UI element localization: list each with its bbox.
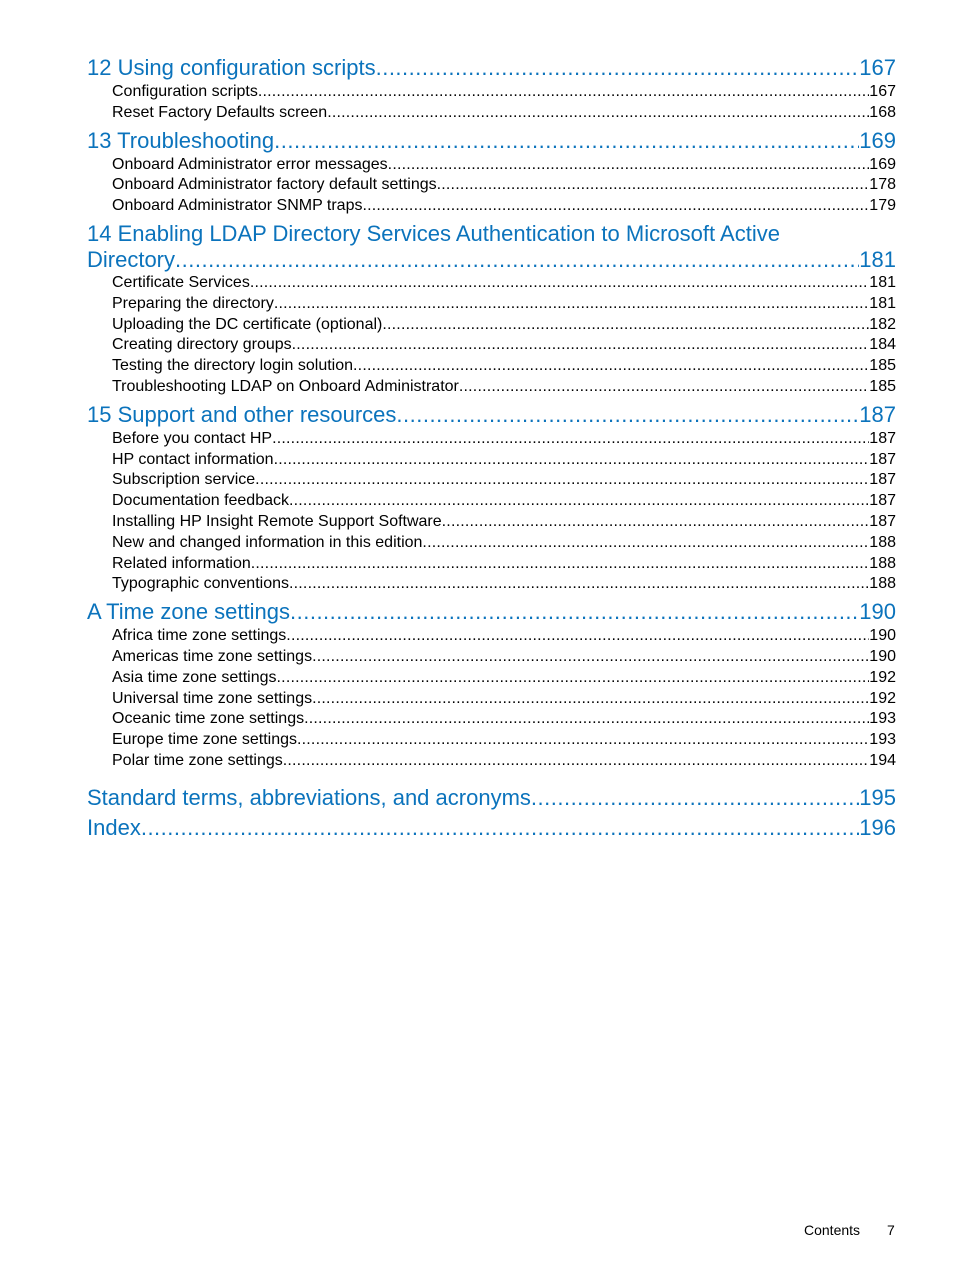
toc-chapter-title: Index — [87, 814, 141, 840]
toc-subentry-page: 192 — [869, 689, 896, 707]
toc-subentry-title: Asia time zone settings — [112, 668, 277, 686]
toc-leader-dots — [272, 429, 869, 450]
toc-chapter-entry[interactable] — [87, 784, 896, 812]
toc-chapter-title: A Time zone settings — [87, 599, 290, 625]
toc-chapter-page: 169 — [859, 127, 896, 153]
toc-subentry-page: 194 — [869, 751, 896, 769]
toc-subentry-page: 188 — [869, 575, 896, 593]
toc-subentry[interactable] — [87, 751, 896, 772]
toc-subentry-title: Certificate Services — [112, 273, 250, 291]
toc-subentry-page: 178 — [869, 176, 896, 194]
toc-subentry-title: Onboard Administrator error messages — [112, 155, 388, 173]
toc-chapter-entry[interactable] — [87, 598, 896, 626]
toc-section-index — [87, 814, 896, 842]
toc-leader-dots — [277, 668, 870, 689]
toc-subentry-title: Oceanic time zone settings — [112, 710, 305, 728]
toc-section-13 — [87, 127, 896, 217]
toc-leader-dots — [388, 155, 870, 176]
toc-leader-dots — [250, 273, 869, 294]
toc-chapter-title: 12 Using configuration scripts — [87, 55, 376, 80]
toc-leader-dots — [283, 751, 870, 772]
toc-leader-dots — [353, 356, 869, 377]
toc-subentry[interactable] — [87, 429, 896, 450]
toc-subentry-page: 190 — [869, 627, 896, 645]
toc-subentry[interactable] — [87, 356, 896, 377]
footer-page-number: 7 — [887, 1222, 895, 1238]
toc-leader-dots — [327, 103, 869, 124]
toc-subentry-title: Troubleshooting LDAP on Onboard Administrator — [112, 377, 459, 395]
toc-subentry-page: 187 — [869, 450, 896, 468]
toc-subentry[interactable] — [87, 175, 896, 196]
toc-subentry-title: Configuration scripts — [112, 83, 258, 100]
toc-subentry-title: Creating directory groups — [112, 336, 292, 354]
toc-subentry-page: 192 — [869, 668, 896, 686]
toc-section-12 — [87, 54, 896, 124]
toc-leader-dots — [376, 54, 860, 82]
toc-leader-dots — [459, 377, 869, 398]
toc-chapter-page: 187 — [859, 401, 896, 427]
toc-subentry[interactable] — [87, 82, 896, 103]
toc-chapter-title: 15 Support and other resources — [87, 401, 397, 427]
toc-subentry-page: 187 — [869, 471, 896, 489]
toc-subentry[interactable] — [87, 512, 896, 533]
toc-subentry[interactable] — [87, 377, 896, 398]
toc-chapter-page: 190 — [859, 599, 896, 625]
toc-subentry-title: Documentation feedback — [112, 492, 289, 510]
toc-subentry-title: Onboard Administrator SNMP traps — [112, 197, 363, 215]
toc-subentry[interactable] — [87, 730, 896, 751]
toc-leader-dots — [382, 315, 869, 336]
toc-subentry[interactable] — [87, 533, 896, 554]
toc-leader-dots — [175, 247, 859, 273]
toc-subentry-title: HP contact information — [112, 450, 274, 468]
toc-subentry-page: 185 — [869, 357, 896, 375]
toc-subentry-title: Reset Factory Defaults screen — [112, 103, 328, 121]
toc-subentry[interactable] — [87, 709, 896, 730]
toc-leader-dots — [312, 689, 869, 710]
toc-subentry-page: 167 — [869, 83, 896, 100]
toc-subentry-title: Preparing the directory — [112, 294, 274, 312]
toc-chapter-title: 14 Enabling LDAP Directory Services Authentication to Microsoft Active — [87, 220, 780, 246]
toc-leader-dots — [286, 626, 869, 647]
toc-leader-dots — [289, 574, 869, 595]
toc-leader-dots — [531, 784, 859, 812]
toc-subentry-page: 188 — [869, 554, 896, 572]
toc-subentry[interactable] — [87, 554, 896, 575]
toc-chapter-entry[interactable] — [87, 220, 896, 273]
toc-subentry-page: 187 — [869, 429, 896, 447]
toc-leader-dots — [274, 450, 870, 471]
toc-subentry-page: 181 — [869, 294, 896, 312]
toc-subentry-title: New and changed information in this edition — [112, 533, 423, 551]
toc-subentry[interactable] — [87, 647, 896, 668]
toc-subentry-page: 193 — [869, 710, 896, 728]
toc-leader-dots — [274, 294, 869, 315]
toc-subentry-page: 168 — [869, 103, 896, 121]
toc-leader-dots — [141, 814, 859, 842]
toc-leader-dots — [442, 512, 870, 533]
toc-section-appendix-a — [87, 598, 896, 772]
toc-subentry-title: Polar time zone settings — [112, 751, 283, 769]
toc-leader-dots — [362, 196, 869, 217]
toc-subentry[interactable] — [87, 689, 896, 710]
toc-subentry[interactable] — [87, 155, 896, 176]
toc-subentry[interactable] — [87, 574, 896, 595]
toc-subentry[interactable] — [87, 668, 896, 689]
toc-subentry[interactable] — [87, 335, 896, 356]
toc-leader-dots — [312, 647, 869, 668]
toc-chapter-page: 167 — [859, 55, 896, 80]
toc-leader-dots — [274, 127, 859, 155]
toc-chapter-entry[interactable] — [87, 814, 896, 842]
toc-subentry-title: Americas time zone settings — [112, 647, 313, 665]
toc-chapter-page: 181 — [859, 246, 896, 272]
toc-chapter-entry[interactable] — [87, 54, 896, 82]
toc-subentry-page: 179 — [869, 197, 896, 215]
toc-section-15 — [87, 401, 896, 595]
toc-leader-dots — [396, 401, 859, 429]
toc-chapter-page: 196 — [859, 814, 896, 840]
toc-subentry[interactable] — [87, 273, 896, 294]
toc-subentry[interactable] — [87, 315, 896, 336]
toc-subentry-title: Subscription service — [112, 471, 256, 489]
toc-subentry-page: 184 — [869, 336, 896, 354]
toc-subentry-title: Universal time zone settings — [112, 689, 313, 707]
toc-subentry-page: 181 — [869, 273, 896, 291]
toc-chapter-title-line2: Directory — [87, 246, 176, 272]
toc-leader-dots — [437, 175, 870, 196]
toc-subentry-title: Typographic conventions — [112, 575, 289, 593]
toc-leader-dots — [422, 533, 869, 554]
toc-subentry-page: 188 — [869, 533, 896, 551]
toc-subentry-page: 169 — [869, 155, 896, 173]
toc-section-standard-terms — [87, 784, 896, 812]
toc-subentry-page: 193 — [869, 731, 896, 749]
table-of-contents — [87, 54, 896, 842]
toc-subentry-title: Installing HP Insight Remote Support Software — [112, 512, 442, 530]
toc-chapter-title-continued — [87, 247, 896, 273]
toc-subentry[interactable] — [87, 196, 896, 217]
toc-subentry[interactable] — [87, 103, 896, 124]
toc-chapter-title: Standard terms, abbreviations, and acronyms — [87, 784, 531, 810]
toc-subentry[interactable] — [87, 491, 896, 512]
toc-subentry-title: Related information — [112, 554, 251, 572]
toc-subentry-title: Onboard Administrator factory default settings — [112, 176, 437, 194]
toc-subentry-page: 187 — [869, 492, 896, 510]
toc-leader-dots — [292, 335, 870, 356]
toc-subentry[interactable] — [87, 450, 896, 471]
toc-chapter-entry[interactable] — [87, 401, 896, 429]
toc-subentry-page: 182 — [869, 315, 896, 333]
toc-chapter-page: 195 — [859, 784, 896, 810]
toc-section-14 — [87, 220, 896, 398]
toc-subentry-title: Before you contact HP — [112, 429, 273, 447]
footer-label: Contents — [804, 1222, 861, 1238]
toc-subentry-page: 185 — [869, 377, 896, 395]
toc-subentry-page: 187 — [869, 512, 896, 530]
toc-leader-dots — [251, 554, 870, 575]
toc-leader-dots — [258, 82, 869, 103]
toc-leader-dots — [304, 709, 869, 730]
toc-subentry-title: Testing the directory login solution — [112, 357, 354, 375]
toc-leader-dots — [297, 730, 869, 751]
toc-leader-dots — [255, 470, 869, 491]
toc-leader-dots — [289, 491, 869, 512]
toc-subentry-title: Africa time zone settings — [112, 627, 287, 645]
toc-subentry-page: 190 — [869, 647, 896, 665]
toc-subentry-title: Europe time zone settings — [112, 731, 297, 749]
toc-chapter-entry[interactable] — [87, 127, 896, 155]
toc-chapter-title: 13 Troubleshooting — [87, 127, 275, 153]
toc-subentry[interactable] — [87, 294, 896, 315]
toc-subentry-title: Uploading the DC certificate (optional) — [112, 315, 383, 333]
toc-leader-dots — [290, 598, 859, 626]
toc-subentry[interactable] — [87, 626, 896, 647]
toc-subentry[interactable] — [87, 470, 896, 491]
